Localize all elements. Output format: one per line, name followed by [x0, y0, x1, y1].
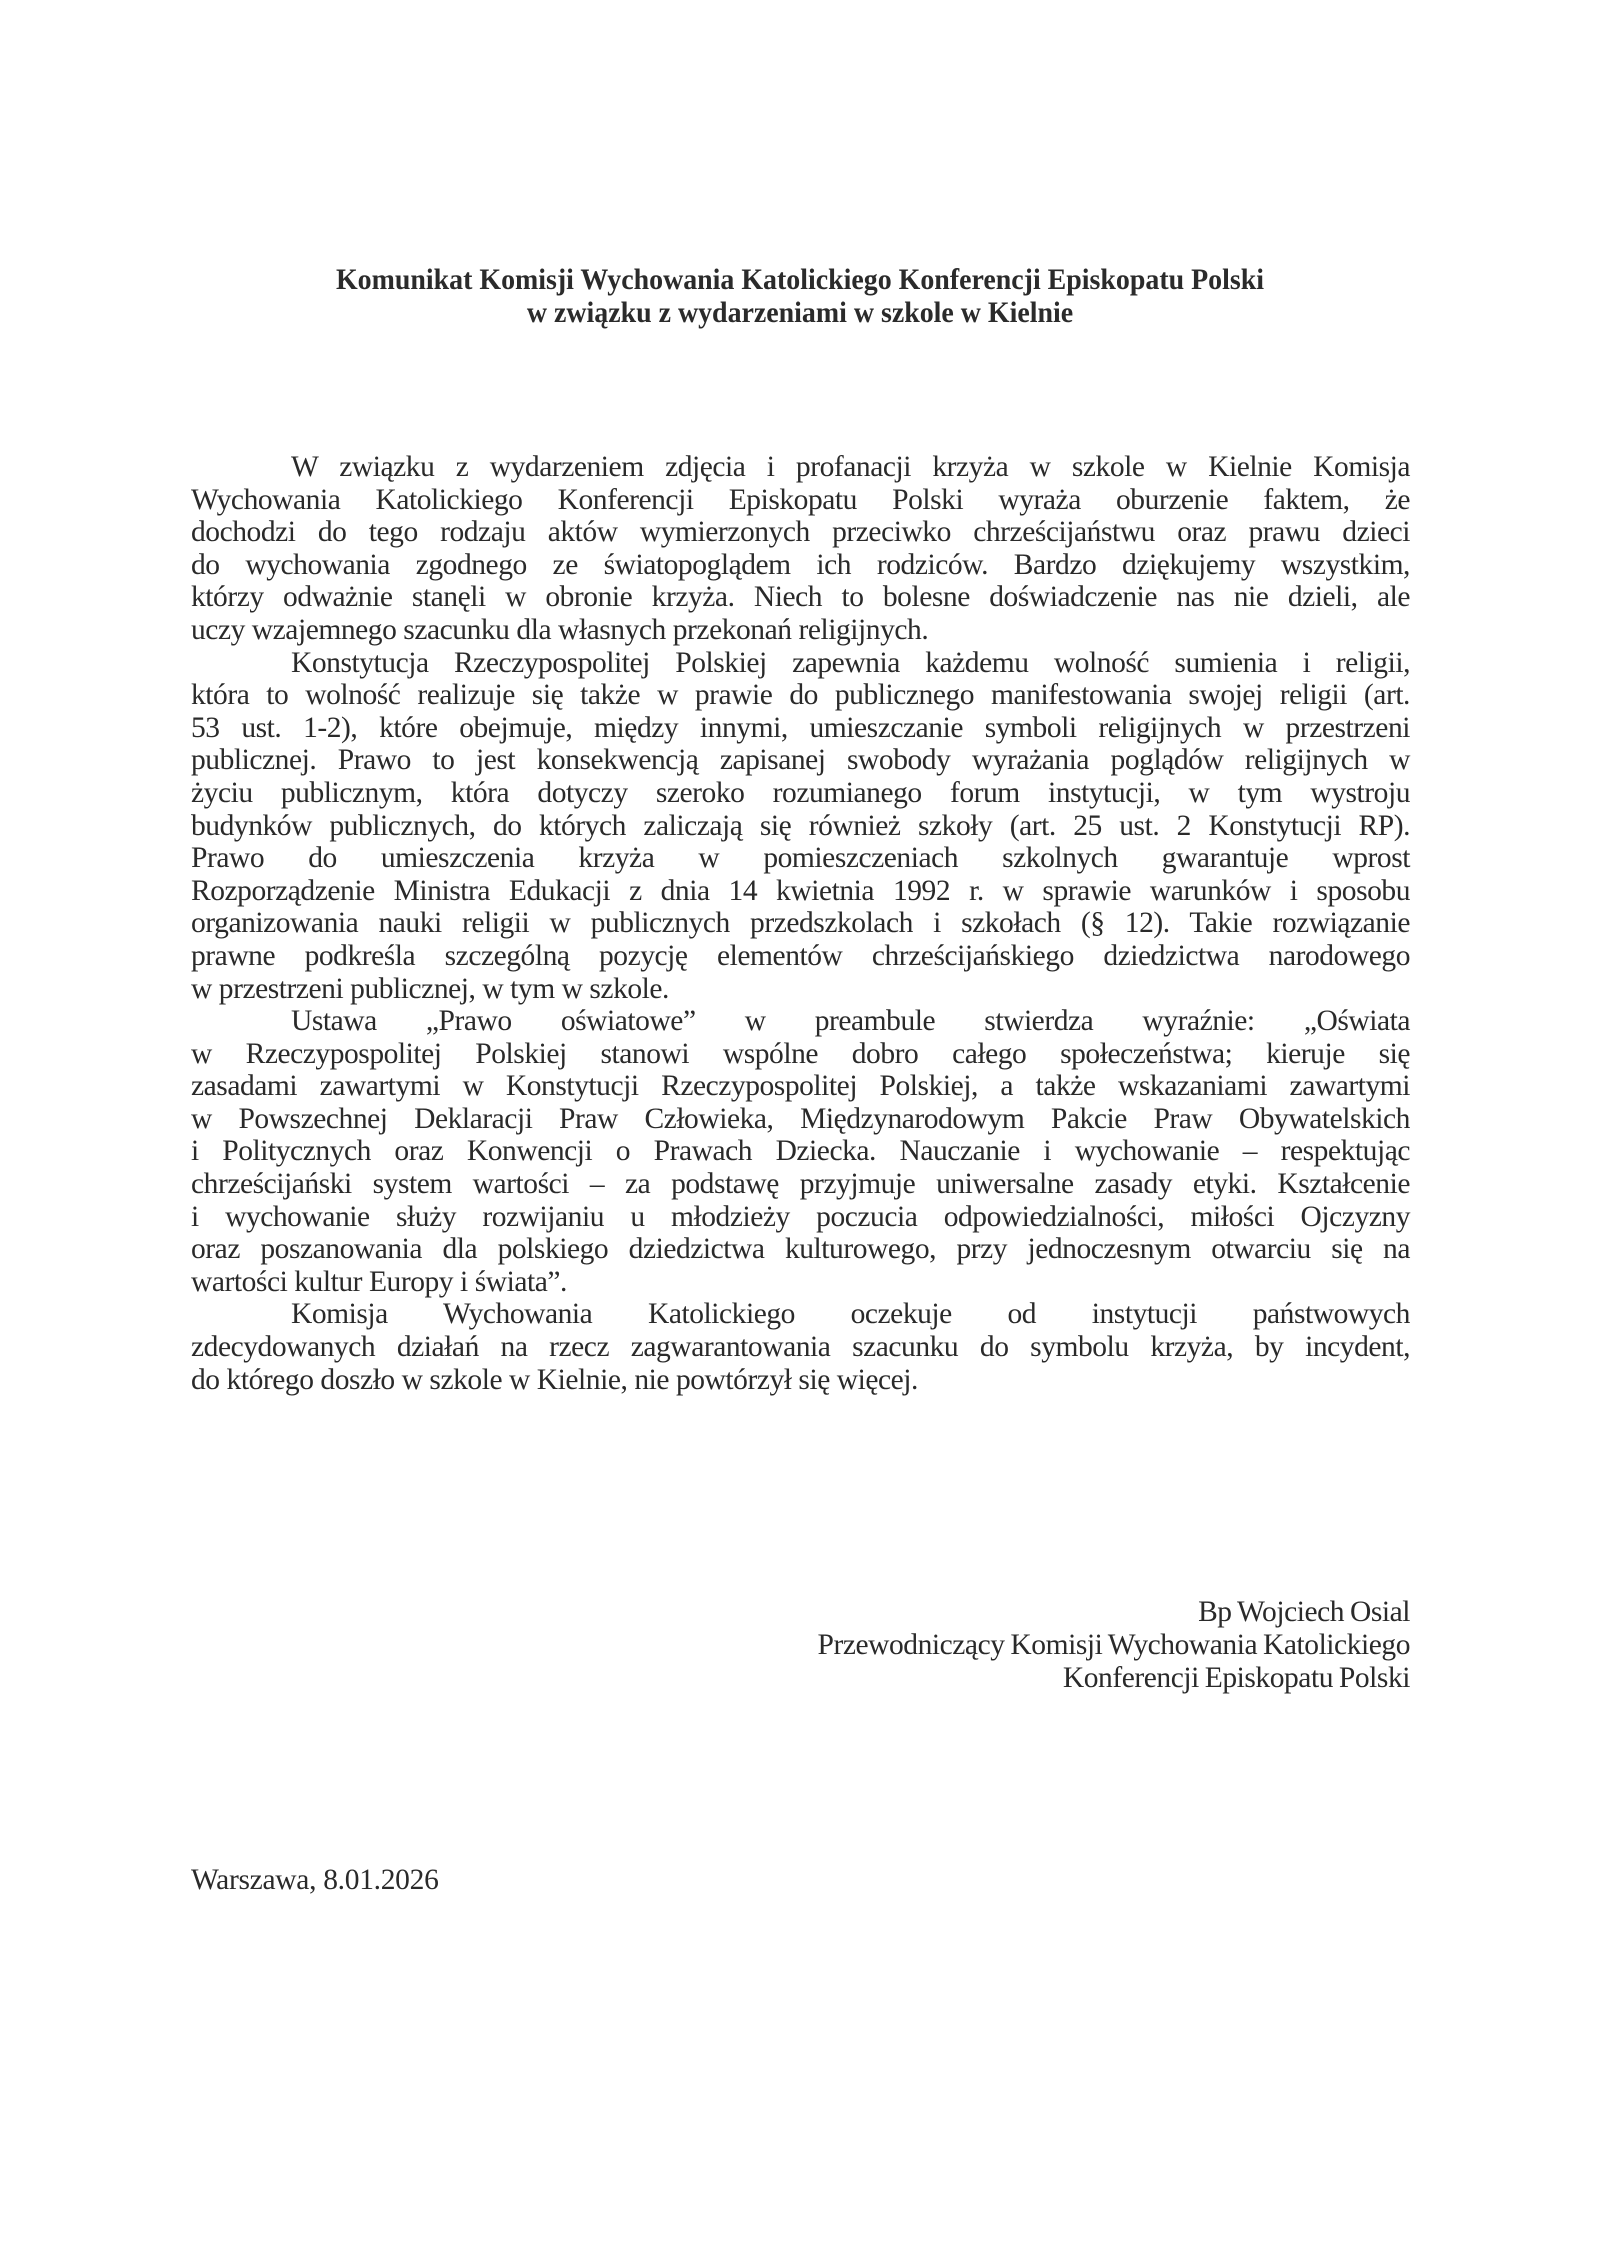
signature-block: [818, 1596, 1410, 1695]
text-line: prawne podkreśla szczególną pozycję elementów chrześcijańskiego dziedzictwa narodowego: [191, 939, 1410, 972]
text-line: oraz poszanowania dla polskiego dziedzictwa kulturowego, przy jednoczesnym otwarciu się na: [191, 1233, 1410, 1266]
text-line: Ustawa „Prawo oświatowe” w preambule stwierdza wyraźnie: „Oświata: [291, 1005, 1410, 1038]
paragraph-1: [191, 451, 1410, 647]
text-line: Wychowania Katolickiego Konferencji Episkopatu Polski wyraża oburzenie faktem, że: [191, 483, 1410, 516]
signatory-role-line-1: Przewodniczący Komisji Wychowania Katolickiego: [817, 1629, 1410, 1661]
text-line: wartości kultur Europy i świata”.: [191, 1265, 567, 1298]
text-line: życiu publicznym, która dotyczy szeroko rozumianego forum instytucji, w tym wystroju: [191, 776, 1410, 809]
text-line: i wychowanie służy rozwijaniu u młodzieży poczucia odpowiedzialności, miłości Ojczyzny: [191, 1200, 1410, 1233]
text-line: która to wolność realizuje się także w prawie do publicznego manifestowania swojej religii (art.: [191, 679, 1410, 712]
text-line: chrześcijański system wartości – za podstawę przyjmuje uniwersalne zasady etyki. Kształcenie: [191, 1168, 1410, 1201]
text-line: w przestrzeni publicznej, w tym w szkole.: [191, 972, 669, 1005]
text-line: Komisja Wychowania Katolickiego oczekuje od instytucji państwowych: [291, 1298, 1410, 1331]
text-line: W związku z wydarzeniem zdjęcia i profanacji krzyża w szkole w Kielnie Komisja: [291, 451, 1410, 483]
title-line-1: Komunikat Komisji Wychowania Katolickiego Konferencji Episkopatu Polski: [335, 263, 1265, 296]
signatory-name: Bp Wojciech Osial: [1198, 1596, 1410, 1628]
text-line: w Powszechnej Deklaracji Praw Człowieka, Międzynarodowym Pakcie Praw Obywatelskich: [191, 1102, 1410, 1135]
text-line: uczy wzajemnego szacunku dla własnych przekonań religijnych.: [191, 613, 929, 646]
document-body: [191, 451, 1410, 1396]
text-line: zasadami zawartymi w Konstytucji Rzeczypospolitej Polskiej, a także wskazaniami zawartymi: [191, 1070, 1410, 1103]
signatory-role-line-2: Konferencji Episkopatu Polski: [1062, 1662, 1410, 1694]
text-line: i Politycznych oraz Konwencji o Prawach Dziecka. Nauczanie i wychowanie – respektując: [191, 1135, 1410, 1168]
text-line: którzy odważnie stanęli w obronie krzyża. Niech to bolesne doświadczenie nas nie dzieli, ale: [191, 581, 1410, 614]
place-and-date: Warszawa, 8.01.2026: [191, 1864, 439, 1896]
text-line: do którego doszło w szkole w Kielnie, nie powtórzył się więcej.: [191, 1363, 918, 1396]
paragraph-3: [191, 1005, 1410, 1298]
text-line: dochodzi do tego rodzaju aktów wymierzonych przeciwko chrześcijaństwu oraz prawu dzieci: [191, 516, 1410, 549]
text-line: budynków publicznych, do których zaliczają się również szkoły (art. 25 ust. 2 Konstytucji RP).: [191, 809, 1410, 842]
text-line: 53 ust. 1-2), które obejmuje, między innymi, umieszczanie symboli religijnych w przestrzeni: [191, 711, 1410, 744]
text-line: w Rzeczypospolitej Polskiej stanowi wspólne dobro całego społeczeństwa; kieruje się: [191, 1037, 1410, 1070]
text-line: zdecydowanych działań na rzecz zagwarantowania szacunku do symbolu krzyża, by incydent,: [191, 1331, 1410, 1364]
text-line: Rozporządzenie Ministra Edukacji z dnia 14 kwietnia 1992 r. w sprawie warunków i sposobu: [191, 874, 1410, 907]
text-line: Prawo do umieszczenia krzyża w pomieszczeniach szkolnych gwarantuje wprost: [191, 842, 1410, 875]
text-line: Konstytucja Rzeczypospolitej Polskiej zapewnia każdemu wolność sumienia i religii,: [291, 646, 1410, 679]
paragraph-4: [191, 1298, 1410, 1396]
title-line-2: w związku z wydarzeniami w szkole w Kielnie: [526, 296, 1074, 329]
text-line: do wychowania zgodnego ze światopoglądem ich rodziców. Bardzo dziękujemy wszystkim,: [191, 548, 1410, 581]
text-line: publicznej. Prawo to jest konsekwencją zapisanej swobody wyrażania poglądów religijnych w: [191, 744, 1410, 777]
text-line: organizowania nauki religii w publicznych przedszkolach i szkołach (§ 12). Takie rozwiązanie: [191, 907, 1410, 940]
document-title: [0, 263, 1600, 329]
paragraph-2: [191, 647, 1410, 1006]
